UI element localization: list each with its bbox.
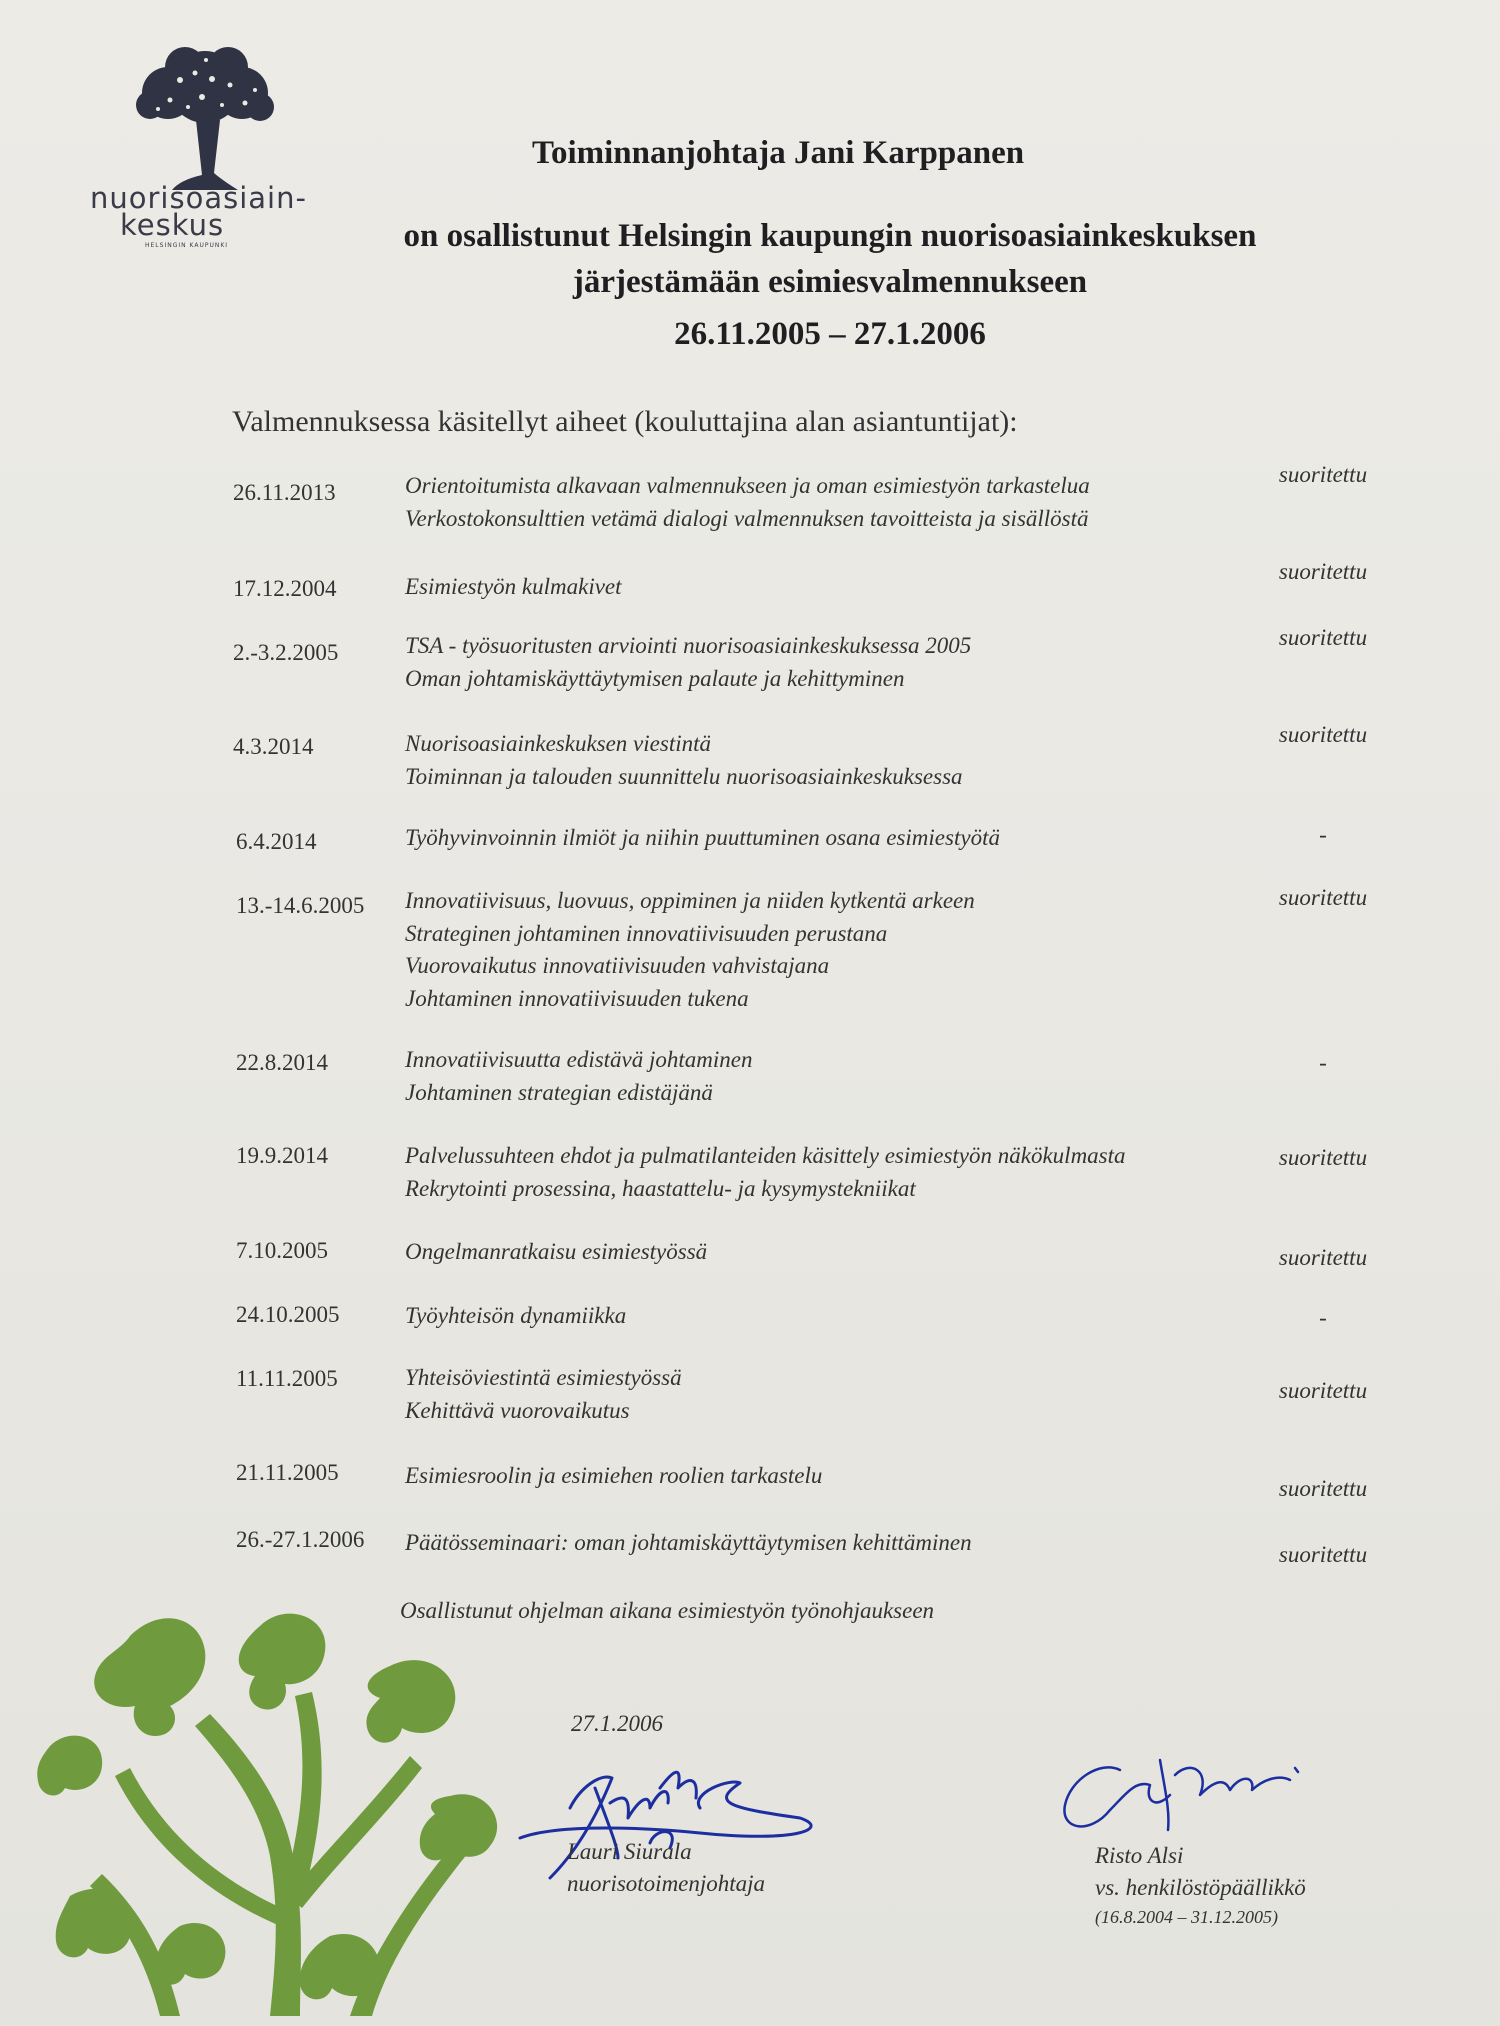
session-date: 26.-27.1.2006 bbox=[236, 1527, 365, 1552]
branch-leaf-icon bbox=[94, 1618, 205, 1736]
logo-city: HELSINGIN KAUPUNKI bbox=[145, 242, 229, 249]
session-topic: Nuorisoasiainkeskuksen viestintä bbox=[405, 731, 711, 756]
session-topic: Kehittävä vuorovaikutus bbox=[405, 1397, 630, 1423]
session-status: suoritettu bbox=[1278, 1378, 1368, 1403]
session-topic: Vuorovaikutus innovatiivisuuden vahvistajana bbox=[405, 953, 830, 978]
signer-right-title: vs. henkilöstöpäällikkö bbox=[1095, 1875, 1306, 1900]
session-topic: Innovatiivisuus, luovuus, oppiminen ja niiden kytkentä arkeen bbox=[405, 888, 975, 913]
session-topics bbox=[405, 1362, 682, 1427]
session-status: suoritettu bbox=[1278, 1245, 1368, 1270]
session-topics bbox=[405, 1236, 707, 1269]
logo-line-1: nuorisoasiain- bbox=[90, 181, 307, 215]
session-topic: Esimiesroolin ja esimiehen roolien tarkastelu bbox=[405, 1463, 823, 1488]
session-status: suoritettu bbox=[1278, 1476, 1368, 1501]
session-status: suoritettu bbox=[1278, 625, 1368, 650]
session-topic: Rekrytointi prosessina, haastattelu- ja kysymystekniikat bbox=[405, 1175, 916, 1201]
session-date: 19.9.2014 bbox=[236, 1143, 328, 1168]
session-topics bbox=[405, 1140, 1126, 1205]
session-status: - bbox=[1319, 822, 1327, 847]
session-topic: TSA - työsuoritusten arviointi nuorisoasiainkeskuksessa 2005 bbox=[405, 633, 972, 658]
session-date: 21.11.2005 bbox=[236, 1460, 339, 1485]
logo-line-2: keskus bbox=[120, 208, 225, 242]
session-date: 22.8.2014 bbox=[236, 1050, 328, 1075]
session-topic: Ongelmanratkaisu esimiestyössä bbox=[405, 1239, 708, 1264]
session-date: 17.12.2004 bbox=[233, 576, 337, 601]
session-topics bbox=[405, 728, 963, 793]
signer-right-period: (16.8.2004 – 31.12.2005) bbox=[1095, 1907, 1278, 1927]
signer-right-name: Risto Alsi bbox=[1095, 1843, 1184, 1868]
session-date: 24.10.2005 bbox=[236, 1302, 340, 1327]
session-date: 13.-14.6.2005 bbox=[236, 893, 365, 918]
branch-leaf-icon bbox=[366, 1660, 455, 1743]
branch-stem-icon bbox=[350, 1836, 472, 2016]
session-topic: Johtaminen strategian edistäjänä bbox=[405, 1079, 713, 1105]
session-topic: Toiminnan ja talouden suunnittelu nuorisoasiainkeskuksessa bbox=[405, 763, 963, 789]
session-topic: Verkostokonsulttien vetämä dialogi valmennuksen tavoitteista ja sisällöstä bbox=[405, 505, 1089, 531]
session-topic: Oman johtamiskäyttäytymisen palaute ja kehittyminen bbox=[405, 665, 905, 691]
branch-leaf-icon bbox=[37, 1736, 102, 1796]
session-topic: Palvelussuhteen ehdot ja pulmatilanteiden käsittely esimiestyön näkökulmasta bbox=[405, 1143, 1126, 1168]
session-date: 2.-3.2.2005 bbox=[233, 640, 339, 665]
session-topic: Strateginen johtaminen innovatiivisuuden perustana bbox=[405, 920, 888, 946]
session-date: 4.3.2014 bbox=[233, 734, 314, 759]
session-topics bbox=[405, 571, 622, 604]
session-status: - bbox=[1319, 1050, 1327, 1075]
session-topic: Päätösseminaari: oman johtamiskäyttäytymisen kehittäminen bbox=[405, 1530, 972, 1555]
session-status: suoritettu bbox=[1278, 559, 1368, 584]
supervision-note: Osallistunut ohjelman aikana esimiestyön työnohjaukseen bbox=[400, 1598, 935, 1623]
session-date: 26.11.2013 bbox=[233, 480, 336, 505]
session-date: 7.10.2005 bbox=[236, 1238, 328, 1263]
signer-left bbox=[567, 1836, 765, 1900]
session-status: - bbox=[1319, 1305, 1327, 1330]
signature-right bbox=[1040, 1740, 1320, 1850]
session-topic: Yhteisöviestintä esimiestyössä bbox=[405, 1365, 682, 1390]
session-topics bbox=[405, 822, 1000, 855]
session-topics bbox=[405, 1527, 972, 1560]
session-date: 6.4.2014 bbox=[236, 829, 317, 854]
session-topic: Innovatiivisuutta edistävä johtaminen bbox=[405, 1047, 753, 1072]
session-topic: Orientoitumista alkavaan valmennukseen ja oman esimiestyön tarkastelua bbox=[405, 473, 1090, 498]
session-topics bbox=[405, 630, 971, 695]
session-topic: Työyhteisön dynamiikka bbox=[405, 1303, 627, 1328]
session-topic: Esimiestyön kulmakivet bbox=[405, 574, 622, 599]
session-status: suoritettu bbox=[1278, 885, 1368, 910]
session-topics bbox=[405, 885, 975, 1015]
header-line-1: on osallistunut Helsingin kaupungin nuorisoasiainkeskuksen bbox=[403, 218, 1257, 254]
session-topic: Työhyvinvoinnin ilmiöt ja niihin puuttuminen osana esimiestyötä bbox=[405, 825, 1000, 850]
session-topics bbox=[405, 1300, 626, 1333]
signer-right bbox=[1095, 1840, 1306, 1930]
session-status: suoritettu bbox=[1278, 722, 1368, 747]
session-date: 11.11.2005 bbox=[236, 1366, 338, 1391]
session-status: suoritettu bbox=[1278, 462, 1368, 487]
session-topics bbox=[405, 1044, 753, 1109]
session-status: suoritettu bbox=[1278, 1145, 1368, 1170]
signer-left-title: nuorisotoimenjohtaja bbox=[567, 1871, 766, 1896]
session-topic: Johtaminen innovatiivisuuden tukena bbox=[405, 985, 749, 1011]
header-period: 26.11.2005 – 27.1.2006 bbox=[674, 316, 986, 352]
recipient-title: Toiminnanjohtaja Jani Karppanen bbox=[532, 135, 1025, 171]
session-topics bbox=[405, 470, 1090, 535]
session-status: suoritettu bbox=[1278, 1542, 1368, 1567]
intro-text: Valmennuksessa käsitellyt aiheet (kouluttajina alan asiantuntijat): bbox=[232, 405, 1018, 438]
header-line-2: järjestämään esimiesvalmennukseen bbox=[572, 264, 1088, 300]
tree-logo-icon bbox=[110, 45, 300, 195]
signing-date: 27.1.2006 bbox=[571, 1711, 663, 1736]
session-topics bbox=[405, 1460, 822, 1493]
signer-left-name: Lauri Siurala bbox=[567, 1839, 692, 1864]
logo-wordmark bbox=[90, 181, 307, 242]
